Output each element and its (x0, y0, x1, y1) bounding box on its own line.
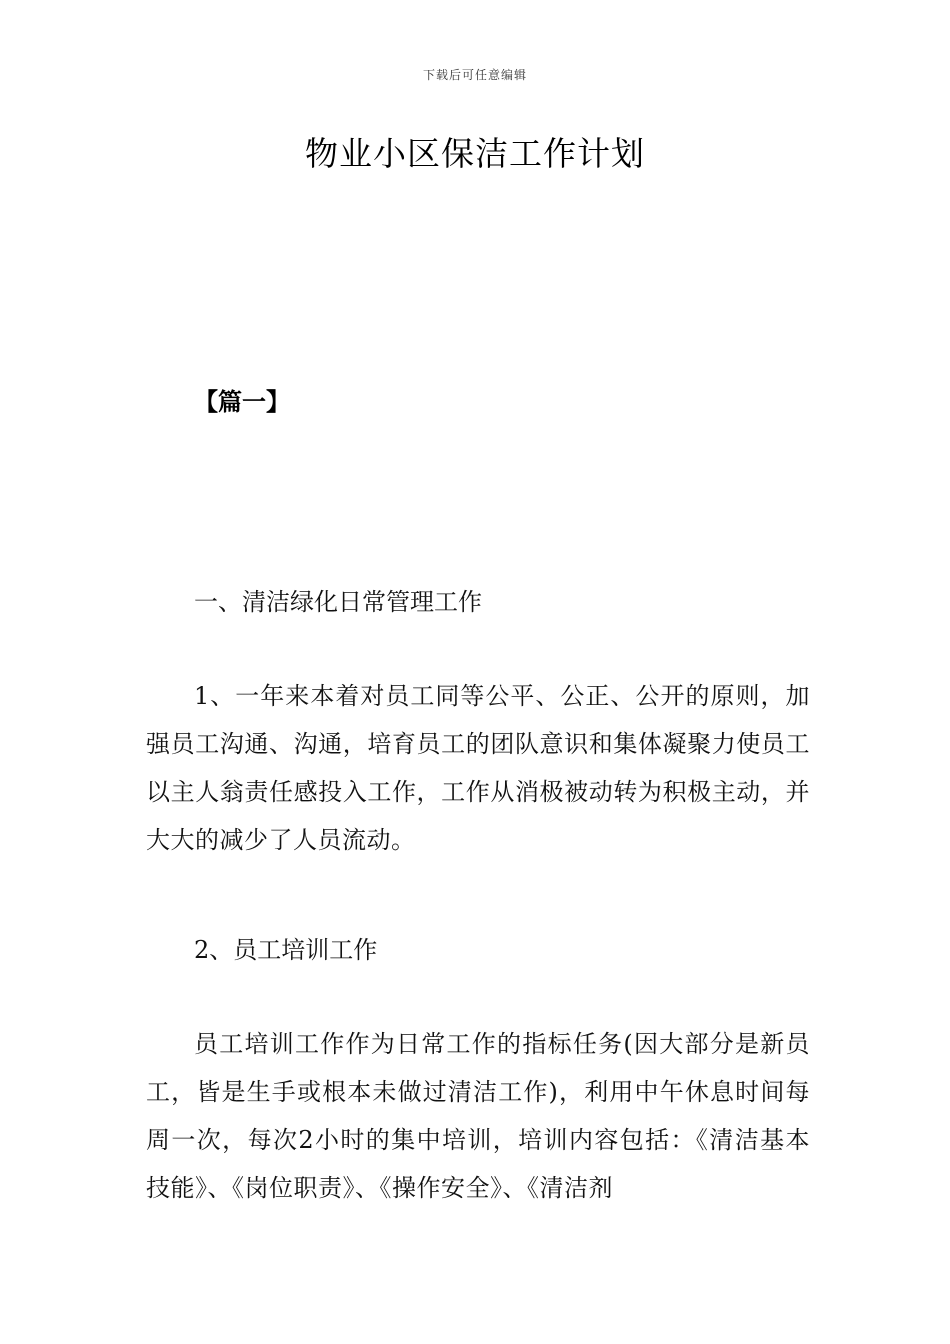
document-title: 物业小区保洁工作计划 (305, 134, 645, 173)
header-note: 下载后可任意编辑 (422, 68, 527, 82)
section-tag: 【篇一】 (194, 388, 290, 416)
paragraph-1: 1、一年来本着对员工同等公平、公正、公开的原则，加强员工沟通、沟通，培育员工的团队意识和集体凝聚力使员工以主人翁责任感投入工作，工作从消极被动转为积极主动，并大大的减少了人员流动。 (146, 682, 810, 854)
section-heading-1: 一、清洁绿化日常管理工作 (194, 588, 482, 616)
paragraph-2: 员工培训工作作为日常工作的指标任务(因大部分是新员工，皆是生手或根本未做过清洁工作)，利用中午休息时间每周一次，每次2小时的集中培训，培训内容包括：《清洁基本技能》、《岗位职责》、《操作安全》、《清洁剂 (146, 1030, 810, 1202)
section-heading-2: 2、员工培训工作 (194, 936, 378, 964)
